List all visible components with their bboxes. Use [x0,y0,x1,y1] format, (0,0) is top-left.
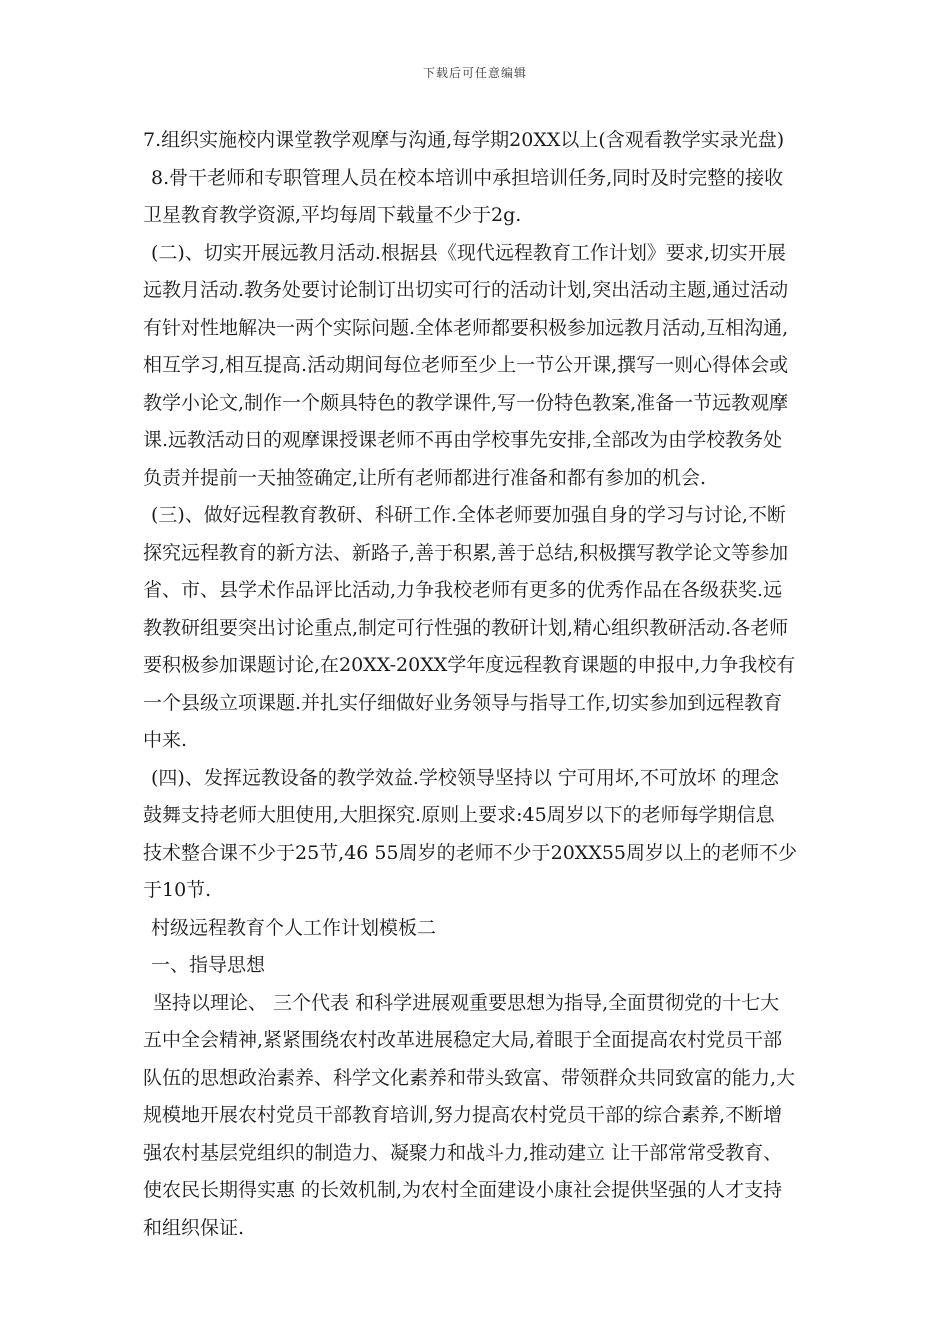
text-line: 探究远程教育的新方法、新路子,善于积累,善于总结,积极撰写教学论文等参加 [143,541,789,564]
text-line: (三)、做好远程教育教研、科研工作.全体老师要加强自身的学习与讨论,不断 [151,504,786,526]
text-line: 和组织保证. [143,1216,245,1239]
section-heading: 一、指导思想 [151,954,266,976]
text-line: 省、市、县学术作品评比活动,力争我校老师有更多的优秀作品在各级获奖.远 [143,579,783,601]
text-line: 有针对性地解决一两个实际问题.全体老师都要积极参加远教月活动,互相沟通, [143,316,789,339]
text-line: 强农村基层党组织的制造力、凝聚力和战斗力,推动建立 让干部常常受教育、 [143,1141,783,1164]
text-line: 中来. [143,729,188,751]
text-line: 鼓舞支持老师大胆使用,大胆探究.原则上要求:45周岁以下的老师每学期信息 [143,804,775,826]
text-line: 相互学习,相互提高.活动期间每位老师至少上一节公开课,撰写一则心得体会或 [143,354,789,376]
page-header-note: 下载后可任意编辑 [422,66,527,80]
text-line: 坚持以理论、 三个代表 和科学进展观重要思想为指导,全面贯彻党的十七大 [153,991,780,1014]
text-line: 教学小论文,制作一个颇具特色的教学课件,写一份特色教案,准备一节远教观摩 [143,391,789,414]
text-line: 技术整合课不少于25节,46 55周岁的老师不少于20XX55周岁以上的老师不少 [143,841,798,864]
text-line: 课.远教活动日的观摩课授课老师不再由学校事先安排,全部改为由学校教务处 [143,429,783,451]
text-line: 规模地开展农村党员干部教育培训,努力提高农村党员干部的综合素养,不断增 [143,1104,783,1126]
text-line: 卫星教育教学资源,平均每周下载量不少于2g. [143,204,522,226]
text-line: 五中全会精神,紧紧围绕农村改革进展稳定大局,着眼于全面提高农村党员干部 [143,1029,783,1051]
text-line: 7.组织实施校内课堂教学观摩与沟通,每学期20XX以上(含观看教学实录光盘) [143,129,785,151]
text-line: 一个县级立项课题.并扎实仔细做好业务领导与指导工作,切实参加到远程教育 [143,691,783,714]
text-line: 远教月活动.教务处要讨论制订出切实可行的活动计划,突出活动主题,通过活动 [143,279,789,301]
text-line: (四)、发挥远教设备的教学效益.学校领导坚持以 宁可用坏,不可放坏 的理念 [151,766,779,789]
text-line: 负责并提前一天抽签确定,让所有老师都进行准备和都有参加的机会. [143,466,707,489]
document-body [143,122,813,1247]
section-title: 村级远程教育个人工作计划模板二 [151,916,437,939]
text-line: 于10节. [143,879,212,901]
text-line: 使农民长期得实惠 的长效机制,为农村全面建设小康社会提供坚强的人才支持 [143,1179,783,1201]
text-line: 教教研组要突出讨论重点,制定可行性强的教研计划,精心组织教研活动.各老师 [143,616,789,639]
text-line: 要积极参加课题讨论,在20XX-20XX学年度远程教育课题的申报中,力争我校有 [143,654,796,676]
text-line: 队伍的思想政治素养、科学文化素养和带头致富、带领群众共同致富的能力,大 [143,1066,796,1089]
text-line: (二)、切实开展远教月活动.根据县《现代远程教育工作计划》要求,切实开展 [151,241,786,264]
text-line: 8.骨干老师和专职管理人员在校本培训中承担培训任务,同时及时完整的接收 [151,166,784,189]
